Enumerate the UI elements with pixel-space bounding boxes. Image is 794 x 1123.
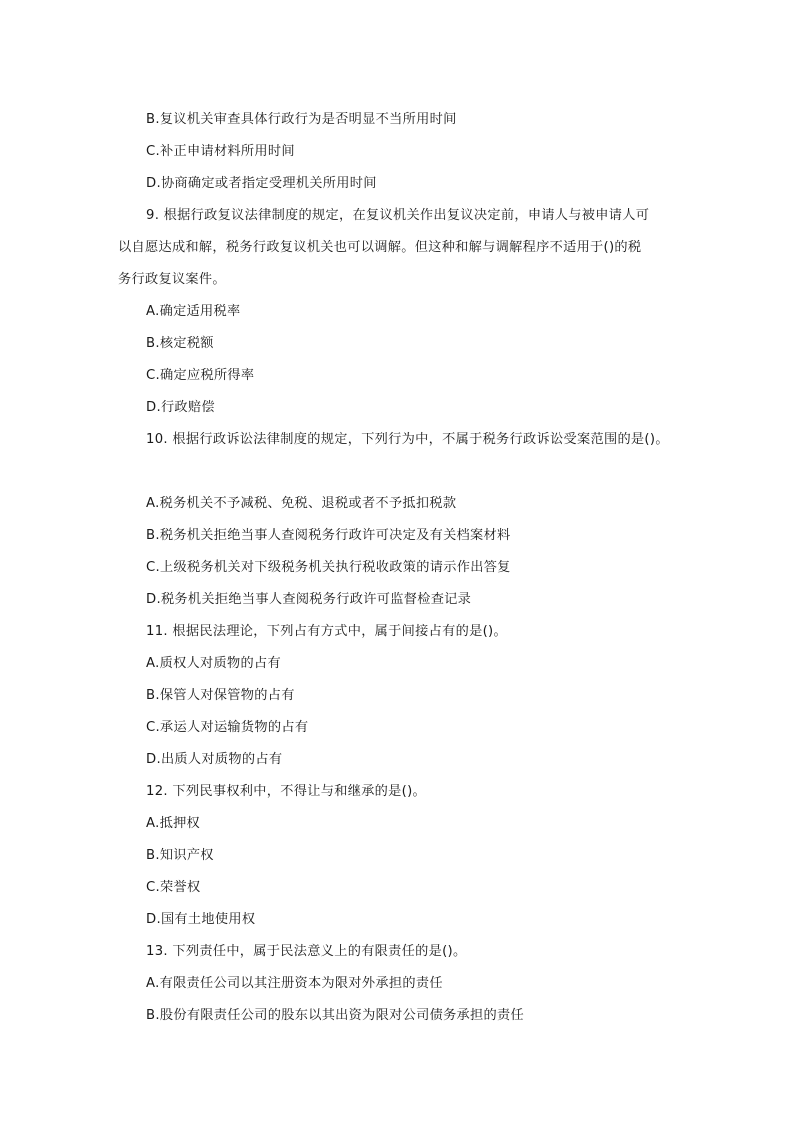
option-12d: D.国有土地使用权	[146, 912, 256, 927]
option-10d: D.税务机关拒绝当事人查阅税务行政许可监督检查记录	[146, 592, 472, 607]
option-8d: D.协商确定或者指定受理机关所用时间	[146, 176, 377, 191]
question-10: 10. 根据行政诉讼法律制度的规定，下列行为中，不属于税务行政诉讼受案范围的是()。	[146, 432, 669, 447]
option-9a: A.确定适用税率	[146, 304, 241, 319]
option-10b: B.税务机关拒绝当事人查阅税务行政许可决定及有关档案材料	[146, 528, 511, 543]
option-11c: C.承运人对运输货物的占有	[146, 720, 309, 735]
option-11d: D.出质人对质物的占有	[146, 752, 283, 767]
option-10c: C.上级税务机关对下级税务机关执行税收政策的请示作出答复	[146, 560, 511, 575]
option-8c: C.补正申请材料所用时间	[146, 144, 295, 159]
option-8b: B.复议机关审查具体行政行为是否明显不当所用时间	[146, 112, 457, 127]
option-13a: A.有限责任公司以其注册资本为限对外承担的责任	[146, 976, 443, 991]
option-9d: D.行政赔偿	[146, 400, 215, 415]
question-9-line-1: 9. 根据行政复议法律制度的规定，在复议机关作出复议决定前，申请人与被申请人可	[146, 208, 650, 223]
option-9b: B.核定税额	[146, 336, 214, 351]
option-11b: B.保管人对保管物的占有	[146, 688, 295, 703]
option-9c: C.确定应税所得率	[146, 368, 255, 383]
question-9-line-2: 以自愿达成和解，税务行政复议机关也可以调解。但这种和解与调解程序不适用于()的税	[118, 240, 642, 255]
question-9-line-3: 务行政复议案件。	[118, 272, 226, 287]
option-11a: A.质权人对质物的占有	[146, 656, 281, 671]
option-10a: A.税务机关不予减税、免税、退税或者不予抵扣税款	[146, 496, 457, 511]
question-12: 12. 下列民事权利中，不得让与和继承的是()。	[146, 784, 427, 799]
question-11: 11. 根据民法理论，下列占有方式中，属于间接占有的是()。	[146, 624, 507, 639]
option-13b: B.股份有限责任公司的股东以其出资为限对公司债务承担的责任	[146, 1008, 524, 1023]
option-12b: B.知识产权	[146, 848, 214, 863]
question-13: 13. 下列责任中，属于民法意义上的有限责任的是()。	[146, 944, 467, 959]
option-12a: A.抵押权	[146, 816, 201, 831]
option-12c: C.荣誉权	[146, 880, 201, 895]
